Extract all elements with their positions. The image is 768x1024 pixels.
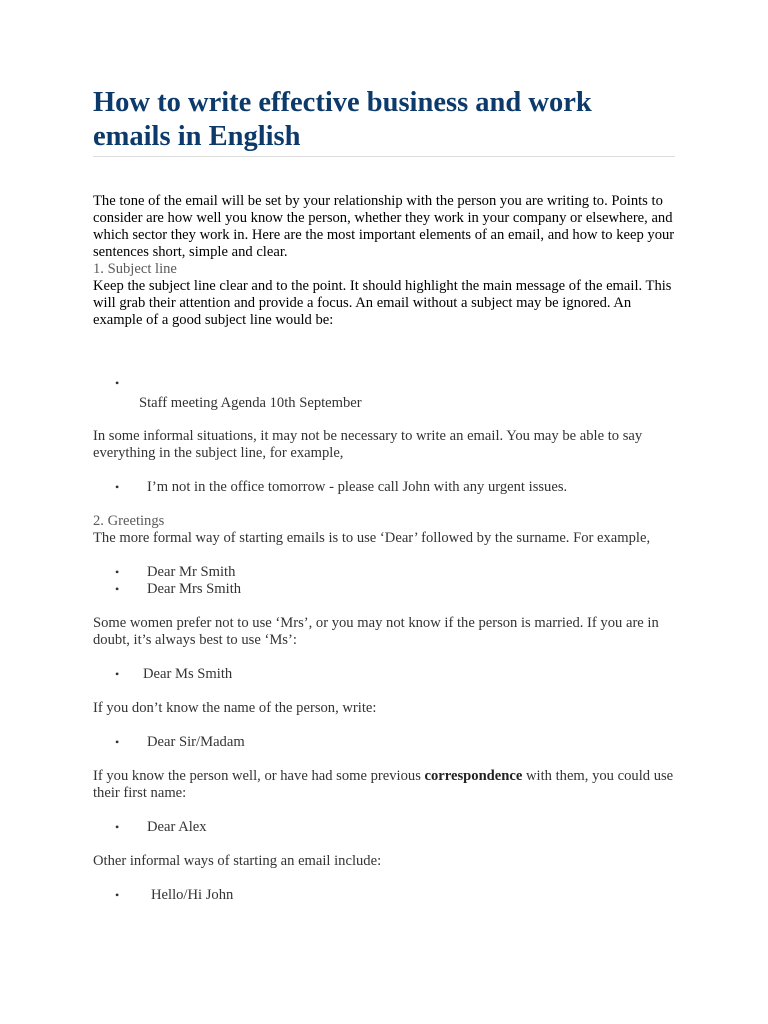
other-informal-example: Hello/Hi John (151, 887, 234, 903)
known-person-example: Dear Alex (147, 819, 207, 835)
bullet-icon: • (115, 376, 120, 390)
greetings-paragraph: The more formal way of starting emails is to use ‘Dear’ followed by the surname. For example, (93, 530, 651, 546)
known-text-before: If you know the person well, or have had some previous (93, 768, 425, 784)
list-item (93, 395, 678, 412)
unknown-name-example: Dear Sir/Madam (147, 734, 245, 750)
bullet-icon: • (115, 820, 120, 834)
ms-example: Dear Ms Smith (143, 666, 233, 682)
document-page (93, 86, 678, 904)
section-heading-greetings: 2. Greetings (93, 513, 165, 529)
list-item (93, 581, 678, 598)
bullet-icon: • (115, 888, 120, 902)
list-item (93, 819, 678, 836)
bullet-icon: • (115, 667, 120, 681)
list-item (93, 375, 678, 392)
list-item (93, 479, 678, 496)
informal-subject-example: I’m not in the office tomorrow - please call John with any urgent issues. (147, 479, 568, 495)
subject-line-example: Staff meeting Agenda 10th September (139, 395, 362, 411)
subject-line-paragraph: Keep the subject line clear and to the point. It should highlight the main message of the email. This will grab their attention and provide a focus. An email without a subject may be ignored. An example of a good subject line would be: (93, 278, 672, 328)
ms-paragraph: Some women prefer not to use ‘Mrs’, or you may not know if the person is married. If you are in doubt, it’s always best to use ‘Ms’: (93, 615, 659, 648)
correspondence-bold: correspondence (424, 768, 523, 784)
bullet-icon: • (115, 582, 120, 596)
informal-subject-paragraph: In some informal situations, it may not be necessary to write an email. You may be able to say everything in the subject line, for example, (93, 428, 643, 461)
unknown-name-paragraph: If you don’t know the name of the person, write: (93, 700, 377, 716)
list-item (93, 666, 678, 683)
greeting-example: Dear Mr Smith (147, 564, 236, 580)
intro-paragraph: The tone of the email will be set by your relationship with the person you are writing to. Points to consider are how well you know the person, whether they work in your company or elsewhere, and which sector they work in. Here are the most important elements of an email, and how to keep your sentences short, simple and clear. (93, 193, 675, 260)
list-item (93, 734, 678, 751)
known-person-paragraph (93, 768, 678, 802)
list-item (93, 887, 678, 904)
bullet-icon: • (115, 480, 120, 494)
known-text-after: with them, you could use their first name: (93, 768, 674, 801)
list-item (93, 564, 678, 581)
section-heading-subject-line: 1. Subject line (93, 261, 177, 277)
greeting-example: Dear Mrs Smith (147, 581, 242, 597)
bullet-icon: • (115, 735, 120, 749)
page-title: How to write effective business and work emails in English (93, 86, 675, 157)
other-informal-paragraph: Other informal ways of starting an email include: (93, 853, 382, 869)
bullet-icon: • (115, 565, 120, 579)
